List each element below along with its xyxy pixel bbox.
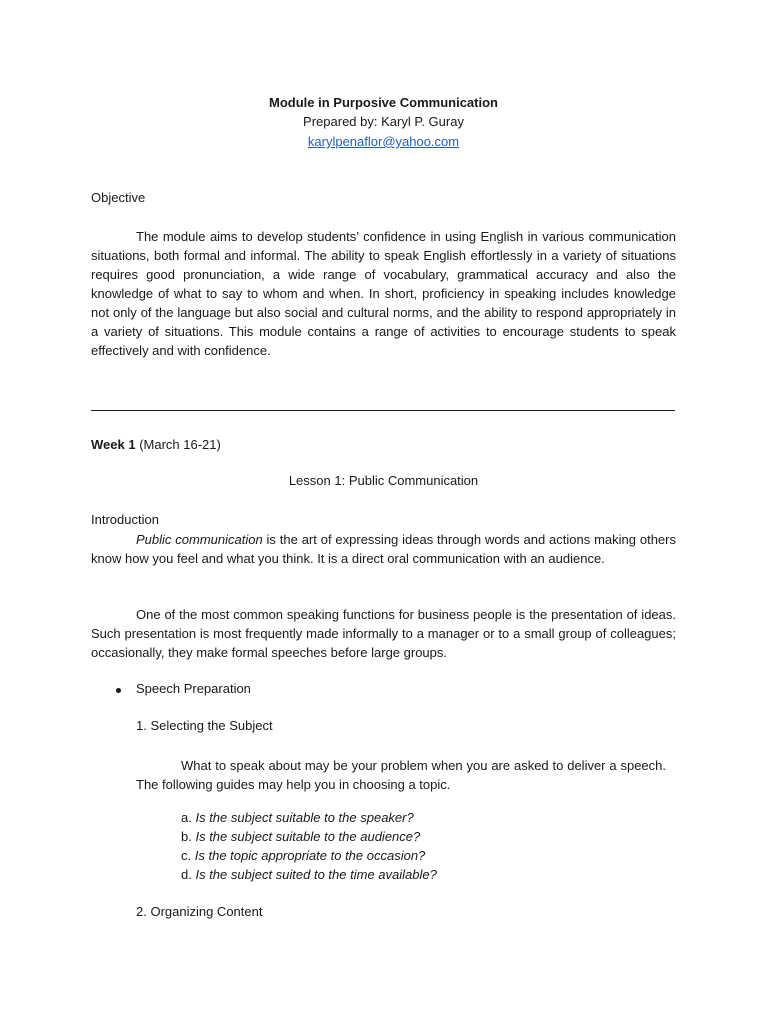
guide-item: c. Is the topic appropriate to the occasion?	[181, 848, 426, 863]
guide-item: d. Is the subject suited to the time available?	[181, 867, 437, 882]
introduction-heading: Introduction	[91, 512, 159, 527]
week-heading	[91, 437, 221, 452]
week-dates: (March 16-21)	[139, 437, 221, 452]
lesson-title: Lesson 1: Public Communication	[288, 473, 479, 488]
intro-body: is the art of expressing ideas through words and actions making others know how you feel and what you think. It is a direct oral communication with an audience.	[91, 532, 676, 566]
divider	[91, 410, 675, 411]
intro-term: Public communication	[136, 532, 263, 547]
step-organizing-content: 2. Organizing Content	[136, 904, 263, 919]
guide-item: b. Is the subject suitable to the audience?	[181, 829, 421, 844]
email-line	[91, 134, 676, 149]
bullet-speech-preparation: Speech Preparation	[136, 681, 251, 696]
bullet-icon	[116, 688, 121, 693]
week-label: Week 1	[91, 437, 136, 452]
prepared-by: Prepared by: Karyl P. Guray	[303, 114, 464, 129]
email-link[interactable]: karylpenaflor@yahoo.com	[307, 134, 460, 149]
objective-paragraph: The module aims to develop students’ confidence in using English in various communication situations, both formal and informal. The ability to speak English effortlessly in a variety of situations requires good pronunciation, a wide range of vocabulary, grammatical accuracy and also the knowledge of what to say to whom and when. In short, proficiency in speaking includes knowledge not only of the language but also social and cultural norms, and the ability to respond appropriately in a variety of situations. This module contains a range of activities to encourage students to speak effectively and with confidence.	[91, 229, 676, 358]
introduction-paragraph	[91, 530, 676, 568]
step1-paragraph: What to speak about may be your problem when you are asked to deliver a speech. The following guides may help you in choosing a topic.	[136, 758, 666, 792]
objective-heading: Objective	[91, 190, 146, 205]
step-selecting-subject: 1. Selecting the Subject	[136, 718, 273, 733]
introduction-paragraph-2: One of the most common speaking functions for business people is the presentation of ideas. Such presentation is most frequently made informally to a manager or to a small group of colleagues; occasionally, they make formal speeches before large groups.	[91, 607, 676, 660]
document-title: Module in Purposive Communication	[269, 95, 498, 110]
guide-item: a. Is the subject suitable to the speaker?	[181, 810, 414, 825]
